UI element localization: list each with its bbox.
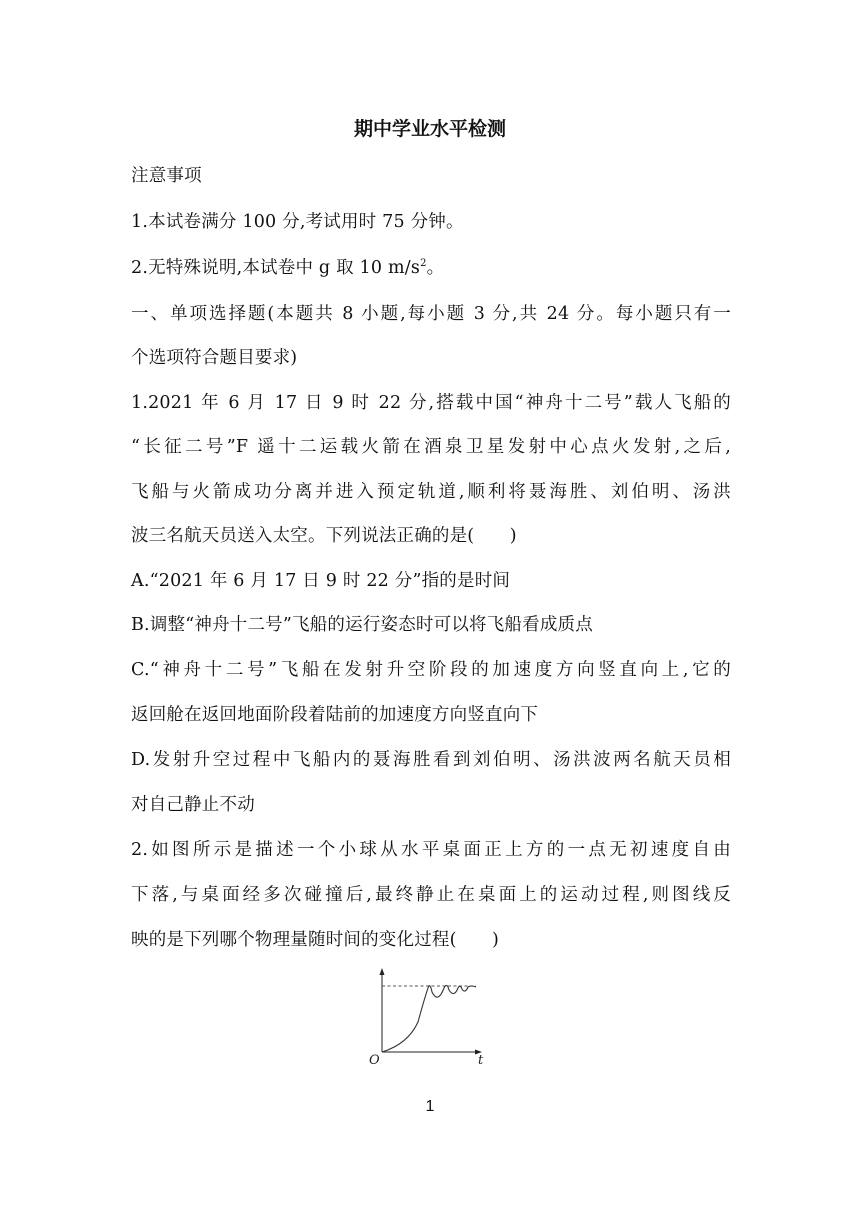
notice-item-2-end: 。	[426, 258, 445, 278]
question-2-line-3: 映的是下列哪个物理量随时间的变化过程( )	[131, 930, 500, 950]
curve-line	[382, 985, 476, 1052]
notice-item-1: 1.本试卷满分 100 分,考试用时 75 分钟。	[131, 212, 464, 232]
page-number: 1	[425, 1098, 435, 1115]
notice-heading: 注意事项	[131, 166, 202, 186]
question-1-option-c-line-1: C.“神舟十二号”飞船在发射升空阶段的加速度方向竖直向上,它的	[131, 660, 731, 680]
origin-label: O	[369, 1053, 380, 1066]
question-1-option-b: B.调整“神舟十二号”飞船的运行姿态时可以将飞船看成质点	[131, 615, 593, 635]
question-1-line-1: 1.2021 年 6 月 17 日 9 时 22 分,搭载中国“神舟十二号”载人飞船的	[131, 393, 731, 413]
question-1-option-d-line-1: D.发射升空过程中飞船内的聂海胜看到刘伯明、汤洪波两名航天员相	[131, 750, 731, 770]
question-1-line-3: 飞船与火箭成功分离并进入预定轨道,顺利将聂海胜、刘伯明、汤洪	[131, 482, 731, 502]
time-axis-label: t	[478, 1053, 484, 1066]
question-1-option-c-line-2: 返回舱在返回地面阶段着陆前的加速度方向竖直向下	[131, 705, 539, 725]
vertical-axis-arrow	[380, 968, 385, 975]
notice-item-2-text: 2.无特殊说明,本试卷中 g 取 10 m/s	[131, 258, 421, 278]
exam-title: 期中学业水平检测	[353, 118, 506, 140]
question-1-line-2: “长征二号”F 遥十二运载火箭在酒泉卫星发射中心点火发射,之后,	[131, 437, 731, 457]
question-1-option-d-line-2: 对自己静止不动	[131, 795, 255, 815]
section-heading-line-1: 一、单项选择题(本题共 8 小题,每小题 3 分,共 24 分。每小题只有一	[131, 304, 731, 324]
question-1-line-4: 波三名航天员送入太空。下列说法正确的是( )	[131, 526, 517, 546]
section-heading-line-2: 个选项符合题目要求)	[131, 348, 298, 368]
question-1-option-a: A.“2021 年 6 月 17 日 9 时 22 分”指的是时间	[131, 571, 511, 591]
question-2-line-2: 下落,与桌面经多次碰撞后,最终静止在桌面上的运动过程,则图线反	[131, 885, 731, 905]
notice-item-2-superscript: 2	[420, 258, 427, 270]
motion-graph-figure	[368, 966, 498, 1070]
motion-graph-svg	[368, 966, 498, 1066]
question-2-line-1: 2.如图所示是描述一个小球从水平桌面正上方的一点无初速度自由	[131, 840, 731, 860]
notice-item-2	[131, 254, 444, 279]
